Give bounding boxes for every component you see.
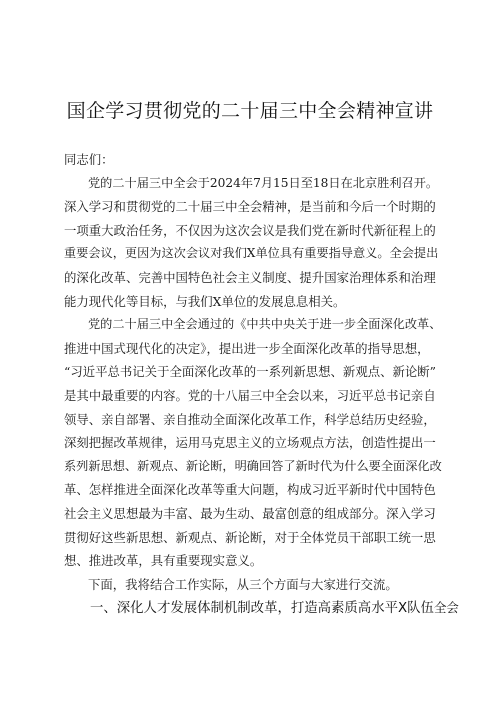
paragraph-line: 下面，我将结合工作实际，从三个方面与大家进行交流。 bbox=[88, 576, 398, 592]
section-heading-tail: 全会 bbox=[433, 600, 459, 615]
paragraph-line: 能力现代化等目标，与我们X单位的发展息息相关。 bbox=[64, 293, 346, 309]
section-heading-text: 一、深化人才发展体制机制改革，打造高素质高水平X队伍 bbox=[90, 601, 434, 616]
document-title: 国企学习贯彻党的二十届三中全会精神宣讲 bbox=[66, 100, 434, 122]
paragraph-3 bbox=[64, 573, 442, 597]
paragraph-line: 的深化改革、完善中国特色社会主义制度、提升国家治理体系和治理 bbox=[64, 269, 436, 285]
paragraph-line: 想、推进改革，具有重要现实意义。 bbox=[64, 553, 263, 569]
paragraph-line: 深入学习和贯彻党的二十届三中全会精神，是当前和今后一个时期的 bbox=[64, 199, 436, 215]
paragraph-1 bbox=[64, 172, 442, 314]
paragraph-line: 贯彻好这些新思想、新观点、新论断，对于全体党员干部职工统一思 bbox=[64, 529, 436, 545]
paragraph-line: “习近平总书记关于全面深化改革的一系列新思想、新观点、新论断” bbox=[64, 364, 436, 380]
salutation: 同志们： bbox=[64, 152, 114, 167]
paragraph-line: 推进中国式现代化的决定》，提出进一步全面深化改革的指导思想， bbox=[64, 340, 430, 356]
document-body bbox=[64, 148, 442, 596]
paragraph-line: 党的二十届三中全会通过的《中共中央关于进一步全面深化改革、 bbox=[88, 317, 442, 332]
paragraph-line: 社会主义思想最为丰富、最为生动、最富创意的组成部分。深入学习 bbox=[64, 505, 436, 521]
paragraph-line: 系列新思想、新观点、新论断，明确回答了新时代为什么要全面深化改 bbox=[64, 458, 442, 473]
paragraph-line: 是其中最重要的内容。党的十八届三中全会以来，习近平总书记亲自 bbox=[64, 387, 436, 403]
paragraph-line: 深刻把握改革规律，运用马克思主义的立场观点方法，创造性提出一 bbox=[64, 435, 436, 451]
paragraph-line: 革、怎样推进全面深化改革等重大问题，构成习近平新时代中国特色 bbox=[64, 482, 436, 498]
paragraph-line: 重要会议，更因为这次会议对我们X单位具有重要指导意义。全会提出 bbox=[64, 246, 439, 261]
section-heading-1 bbox=[90, 597, 459, 616]
paragraph-line: 领导、亲自部署、亲自推动全面深化改革工作，科学总结历史经验， bbox=[64, 411, 436, 427]
paragraph-line: 党的二十届三中全会于2024年7月15日至18日在北京胜利召开。 bbox=[88, 175, 439, 190]
paragraph-line: 一项重大政治任务，不仅因为这次会议是我们党在新时代新征程上的 bbox=[64, 222, 436, 238]
paragraph-2 bbox=[64, 313, 442, 573]
